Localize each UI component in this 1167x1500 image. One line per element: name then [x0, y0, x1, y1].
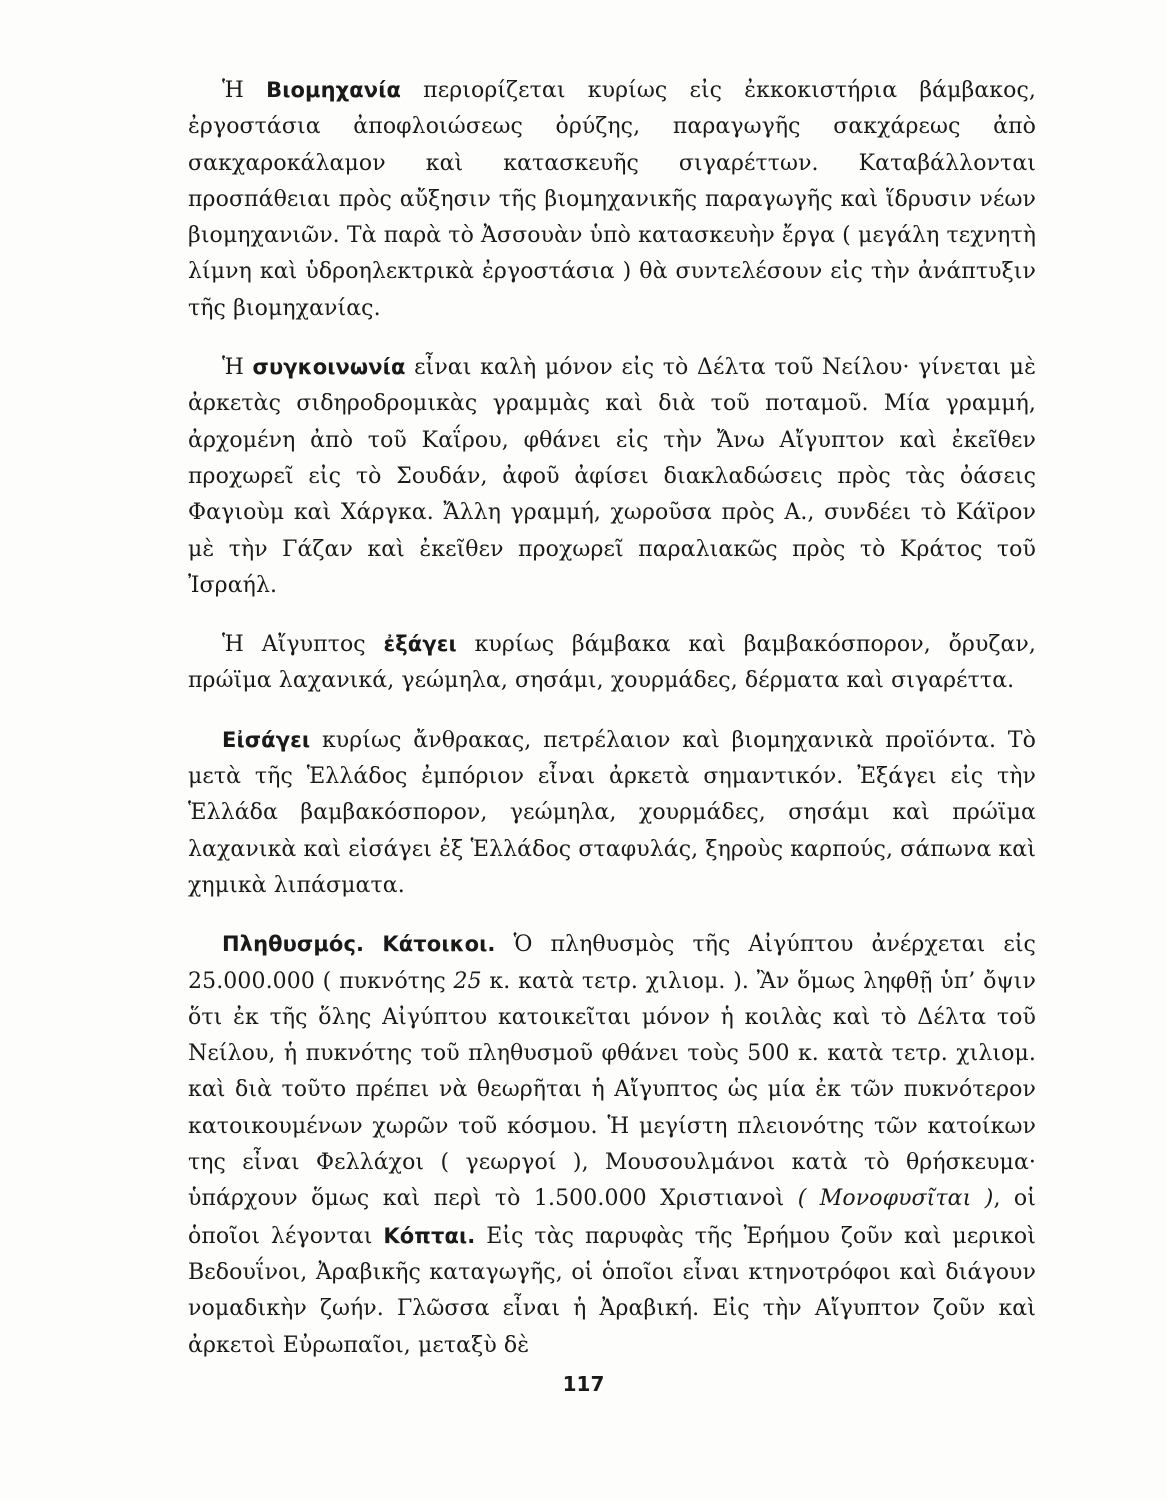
italic-text: 25: [453, 968, 482, 994]
page-number: 117: [562, 1372, 605, 1396]
bold-term: Κόπται.: [383, 1223, 476, 1248]
paragraph-population: [188, 926, 1036, 1364]
paragraph-industry: [188, 72, 1036, 327]
text-run: κυρίως ἄνθρακας, πετρέλαιον καὶ βιομηχανικὰ προϊόντα. Τὸ μετὰ τῆς Ἑλλάδος ἐμπόριον εἶναι ἀρκετὰ σημαντικόν. Ἐξάγει εἰς τὴν Ἑλλάδα βαμβακόσπορον, γεώμηλα, χουρμάδες, σησάμι καὶ πρώϊμα λαχανικὰ καὶ εἰσάγει ἐξ Ἑλλάδος σταφυλάς, ξηροὺς καρπούς, σάπωνα καὶ χημικὰ λιπάσματα.: [188, 727, 1036, 898]
italic-text: ( Μονοφυσῖται ): [797, 1186, 994, 1212]
text-run: Ἡ Αἴγυπτος: [222, 632, 384, 658]
text-run: Εἰς τὰς παρυφὰς τῆς Ἐρήμου ζοῦν καὶ μερικοὶ Βεδουΐνοι, Ἀραβικῆς καταγωγῆς, οἱ ὁποῖοι εἶναι κτηνοτρόφοι καὶ διάγουν νομαδικὴν ζωήν. Γλῶσσα εἶναι ἡ Ἀραβική. Εἰς τὴν Αἴγυπτον ζοῦν καὶ ἀρκετοὶ Εὐρωπαῖοι, μεταξὺ δὲ: [188, 1223, 1037, 1358]
bold-term: ἐξάγει: [383, 632, 457, 657]
text-run: περιορίζεται κυρίως εἰς ἐκκοκιστήρια βάμβακος, ἐργοστάσια ἀποφλοιώσεως ὀρύζης, παραγωγῆς σακχάρεως ἀπὸ σακχαροκάλαμον καὶ κατασκευῆς σιγαρέττων. Καταβάλλονται προσπάθειαι πρὸς αὔξησιν τῆς βιομηχανικῆς παραγωγῆς καὶ ἵδρυσιν νέων βιομηχανιῶν. Τὰ παρὰ τὸ Ἀσσουὰν ὑπὸ κατασκευὴν ἔργα ( μεγάλη τεχνητὴ λίμνη καὶ ὑδροηλεκτρικὰ ἐργοστάσια ) θὰ συντελέσουν εἰς τὴν ἀνάπτυξιν τῆς βιομηχανίας.: [188, 78, 1036, 321]
bold-term: Βιομηχανία: [266, 78, 402, 102]
paragraph-imports: [188, 722, 1036, 904]
text-run: εἶναι καλὴ μόνον εἰς τὸ Δέλτα τοῦ Νείλου· γίνεται μὲ ἀρκετὰς σιδηροδρομικὰς γραμμὰς καὶ διὰ τοῦ ποταμοῦ. Μία γραμμή, ἀρχομένη ἀπὸ τοῦ Καΐρου, φθάνει εἰς τὴν Ἄνω Αἴγυπτον καὶ ἐκεῖθεν προχωρεῖ εἰς τὸ Σουδάν, ἀφοῦ ἀφίσει διακλαδώσεις πρὸς τὰς ὀάσεις Φαγιοὺμ καὶ Χάργκα. Ἄλλη γραμμή, χωροῦσα πρὸς Α., συνδέει τὸ Κάϊρον μὲ τὴν Γάζαν καὶ ἐκεῖθεν προχωρεῖ παραλιακῶς πρὸς τὸ Κράτος τοῦ Ἰσραήλ.: [188, 355, 1036, 598]
bold-term: συγκοινωνία: [252, 355, 406, 380]
paragraph-exports: [188, 626, 1036, 700]
text-run: Ἡ: [222, 78, 267, 103]
text-run: , οἱ ὁποῖοι λέγονται: [188, 1186, 1036, 1249]
body-text: [188, 72, 1036, 1386]
text-run: κ. κατὰ τετρ. χιλιομ. ). Ἂν ὅμως ληφθῇ ὑπ’ ὄψιν ὅτι ἐκ τῆς ὅλης Αἰγύπτου κατοικεῖται μόνον ἡ κοιλὰς καὶ τὸ Δέλτα τοῦ Νείλου, ἡ πυκνότης τοῦ πληθυσμοῦ φθάνει τοὺς 500 κ. κατὰ τετρ. χιλιομ. καὶ διὰ τοῦτο πρέπει νὰ θεωρῆται ἡ Αἴγυπτος ὡς μία ἐκ τῶν πυκνότερον κατοικουμένων χωρῶν τοῦ κόσμου. Ἡ μεγίστη πλειονότης τῶν κατοίκων της εἶναι Φελλάχοι ( γεωργοί ), Μουσουλμάνοι κατὰ τὸ θρήσκευμα· ὑπάρχουν ὅμως καὶ περὶ τὸ 1.500.000 Χριστιανοὶ: [188, 968, 1036, 1212]
bold-term: Πληθυσμός. Κάτοικοι.: [222, 932, 496, 957]
bold-term: Εἰσάγει: [222, 727, 311, 752]
text-run: κυρίως βάμβακα καὶ βαμβακόσπορον, ὄρυζαν, πρώϊμα λαχανικά, γεώμηλα, σησάμι, χουρμάδες, δέρματα καὶ σιγαρέττα.: [188, 632, 1036, 694]
text-run: Ὁ πληθυσμὸς τῆς Αἰγύπτου ἀνέρχεται εἰς 25.000.000 ( πυκνότης: [188, 932, 1036, 994]
text-run: Ἡ: [222, 355, 253, 381]
paragraph-communication: [188, 349, 1036, 604]
